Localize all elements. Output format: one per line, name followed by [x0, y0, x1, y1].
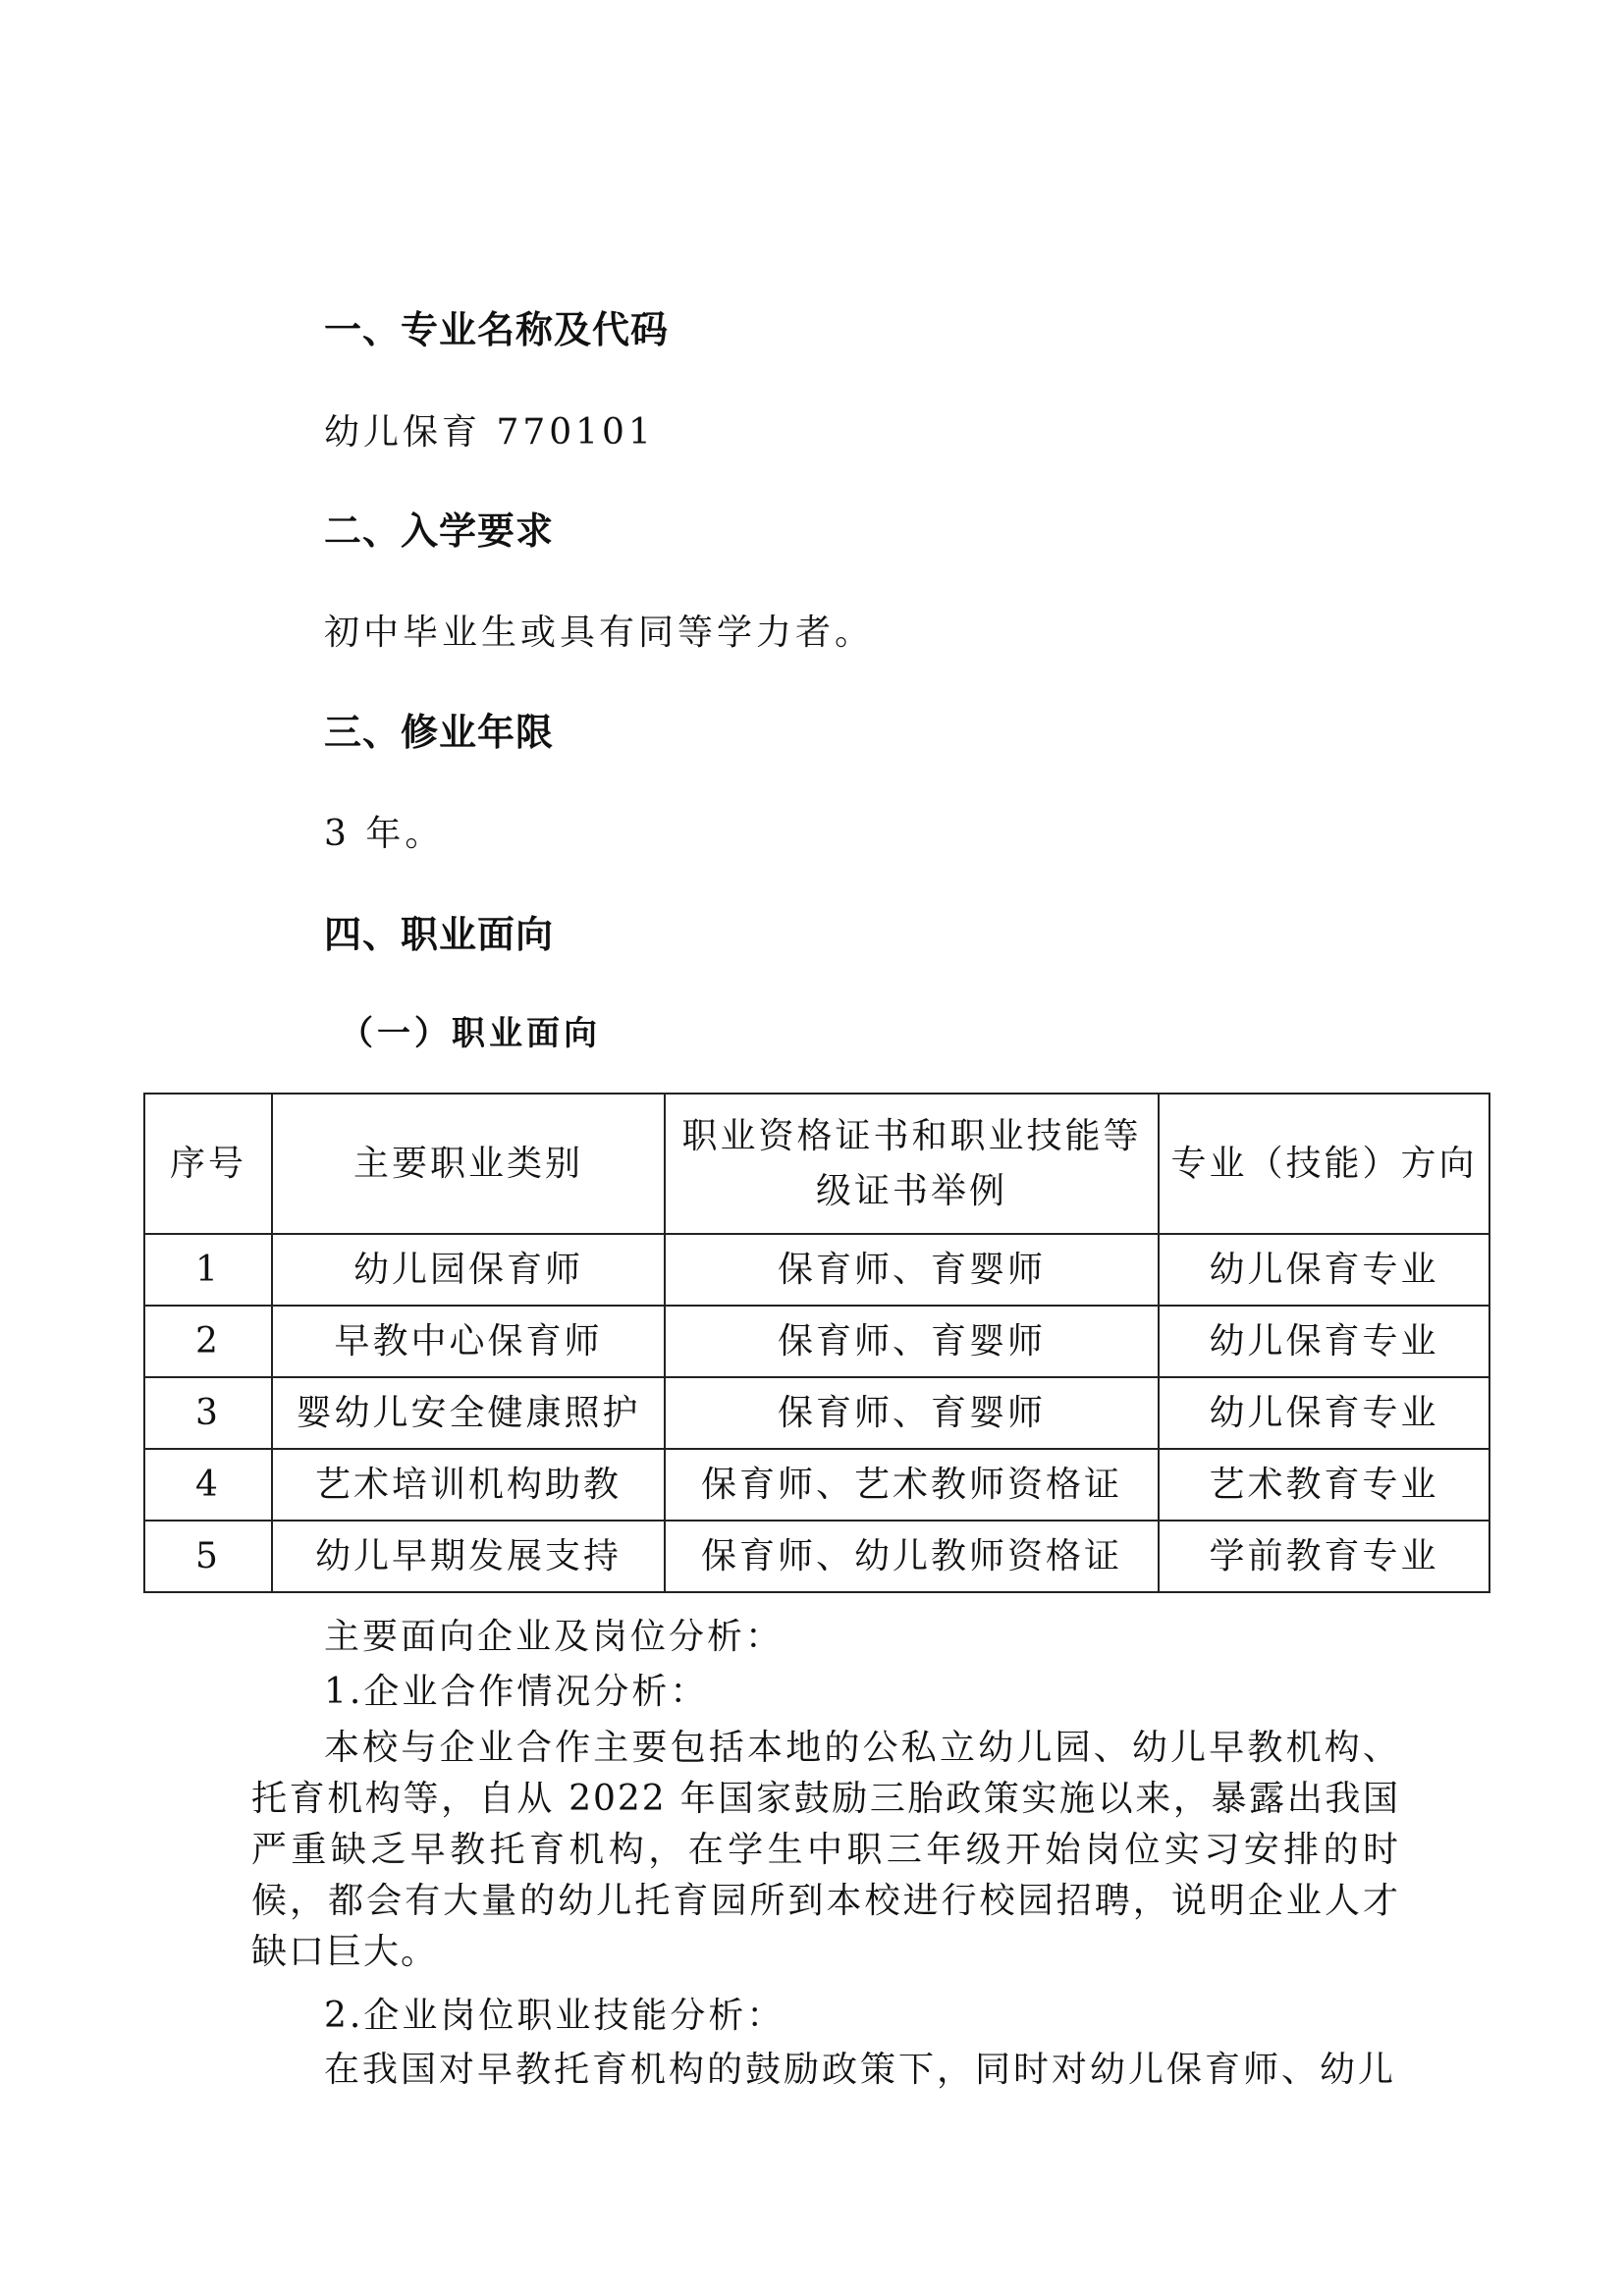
row-certificates: 保育师、幼儿教师资格证: [665, 1521, 1159, 1592]
row-certificates: 保育师、艺术教师资格证: [665, 1449, 1159, 1521]
row-certificates: 保育师、育婴师: [665, 1377, 1159, 1449]
row-index: 1: [144, 1234, 272, 1306]
major-name-code: 幼儿保育 770101: [324, 412, 655, 453]
header-direction: 专业（技能）方向: [1159, 1094, 1489, 1234]
study-duration: 3 年。: [324, 814, 445, 854]
section-heading-name-code: 一、专业名称及代码: [324, 308, 670, 351]
row-index: 3: [144, 1377, 272, 1449]
table-header-row: [144, 1094, 1489, 1234]
table-row: [144, 1234, 1489, 1306]
row-index: 5: [144, 1521, 272, 1592]
analysis-item2-body: 在我国对早教托育机构的鼓励政策下，同时对幼儿保育师、幼儿: [324, 2050, 1397, 2090]
analysis-item1-title: 1.企业合作情况分析：: [324, 1672, 709, 1712]
row-occupation: 婴幼儿安全健康照护: [272, 1377, 665, 1449]
table-row: [144, 1377, 1489, 1449]
row-occupation: 幼儿园保育师: [272, 1234, 665, 1306]
row-occupation: 早教中心保育师: [272, 1306, 665, 1377]
row-direction: 幼儿保育专业: [1159, 1234, 1489, 1306]
row-occupation: 幼儿早期发展支持: [272, 1521, 665, 1592]
section-heading-career: 四、职业面向: [324, 913, 555, 956]
row-certificates: 保育师、育婴师: [665, 1234, 1159, 1306]
section-heading-admission: 二、入学要求: [324, 509, 555, 553]
table-row: [144, 1449, 1489, 1521]
admission-requirement: 初中毕业生或具有同等学力者。: [324, 613, 875, 653]
header-index: 序号: [144, 1094, 272, 1234]
analysis-item1-body: 本校与企业合作主要包括本地的公私立幼儿园、幼儿早教机构、托育机构等，自从 2022 年国家鼓励三胎政策实施以来，暴露出我国严重缺乏早教托育机构，在学生中职三年级开始岗位实习安排的时候，都会有大量的幼儿托育园所到本校进行校园招聘，说明企业人才缺口巨大。: [251, 1728, 1400, 1972]
row-direction: 幼儿保育专业: [1159, 1306, 1489, 1377]
header-certificates: 职业资格证书和职业技能等级证书举例: [665, 1094, 1159, 1234]
row-direction: 学前教育专业: [1159, 1521, 1489, 1592]
row-index: 4: [144, 1449, 272, 1521]
subsection-heading-career: （一）职业面向: [340, 1014, 601, 1053]
row-index: 2: [144, 1306, 272, 1377]
section-heading-duration: 三、修业年限: [324, 711, 555, 754]
table-row: [144, 1306, 1489, 1377]
row-direction: 艺术教育专业: [1159, 1449, 1489, 1521]
row-certificates: 保育师、育婴师: [665, 1306, 1159, 1377]
career-table: [143, 1093, 1490, 1593]
analysis-intro: 主要面向企业及岗位分析：: [324, 1617, 785, 1657]
row-direction: 幼儿保育专业: [1159, 1377, 1489, 1449]
row-occupation: 艺术培训机构助教: [272, 1449, 665, 1521]
table-row: [144, 1521, 1489, 1592]
header-occupation: 主要职业类别: [272, 1094, 665, 1234]
analysis-item2-title: 2.企业岗位职业技能分析：: [324, 1996, 785, 2036]
